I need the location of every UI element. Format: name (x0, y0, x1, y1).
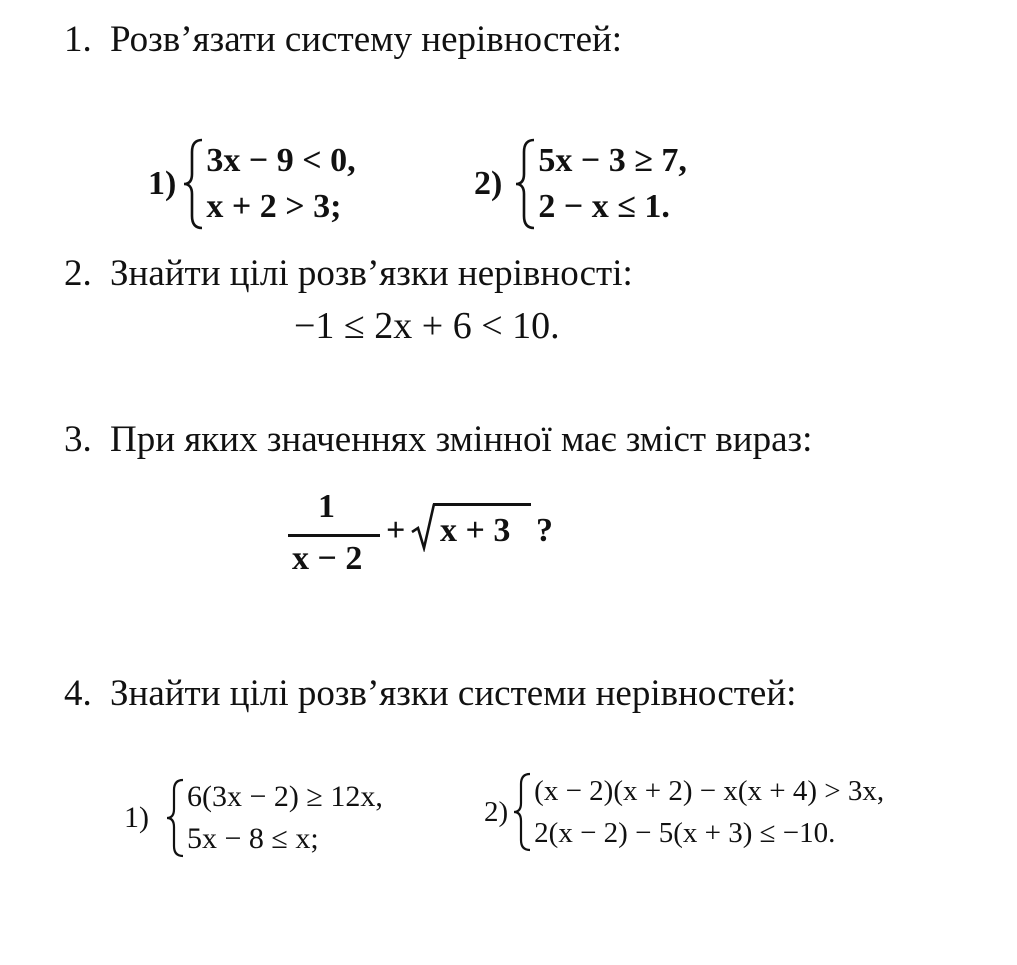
fraction-denominator: x − 2 (292, 540, 363, 577)
task-1-heading (64, 18, 622, 61)
task-3-heading (64, 418, 812, 461)
task-text: Знайти цілі розв’язки нерівності: (110, 253, 633, 294)
plus-sign: + (386, 512, 406, 549)
system-label: 2) (484, 795, 509, 828)
task4-system-2 (484, 770, 884, 854)
task-4-heading (64, 672, 796, 715)
task-number: 4. (64, 673, 92, 714)
radicand: x + 3 (440, 512, 511, 549)
radical-bar (433, 503, 531, 506)
inequality-line: 2(x − 2) − 5(x + 3) ≤ −10. (534, 817, 836, 849)
task-number: 3. (64, 419, 92, 460)
fraction-numerator: 1 (318, 488, 335, 525)
inequality-line: (x − 2)(x + 2) − x(x + 4) > 3x, (534, 775, 885, 807)
task-2-heading (64, 252, 633, 295)
left-brace-icon (163, 776, 187, 860)
task-number: 2. (64, 253, 92, 294)
inequality-line: 6(3x − 2) ≥ 12x, (187, 780, 383, 813)
task2-inequality: −1 ≤ 2x + 6 < 10. (294, 305, 560, 347)
task1-system-1 (148, 136, 356, 232)
inequality-line: 2 − x ≤ 1. (538, 188, 670, 225)
inequality-line: 5x − 8 ≤ x; (187, 822, 319, 855)
system-label: 1) (148, 165, 177, 202)
task4-system-1 (124, 776, 383, 860)
left-brace-icon (180, 136, 206, 232)
task-number: 1. (64, 19, 92, 60)
inequality-line: 5x − 3 ≥ 7, (538, 142, 687, 179)
task3-expression (282, 488, 582, 588)
left-brace-icon (510, 770, 534, 854)
left-brace-icon (512, 136, 538, 232)
inequality-line: x + 2 > 3; (206, 188, 342, 225)
task-text: При яких значеннях змінної має зміст вираз: (110, 419, 813, 460)
square-root-icon (410, 502, 436, 552)
fraction-bar (288, 534, 380, 537)
inequality-line: 3x − 9 < 0, (206, 142, 356, 179)
task-text: Розв’язати систему нерівностей: (110, 19, 623, 60)
system-label: 1) (124, 801, 149, 834)
task1-system-2 (474, 136, 687, 232)
system-label: 2) (474, 165, 503, 202)
task-text: Знайти цілі розв’язки системи нерівностей: (110, 673, 797, 714)
question-mark: ? (536, 512, 553, 549)
